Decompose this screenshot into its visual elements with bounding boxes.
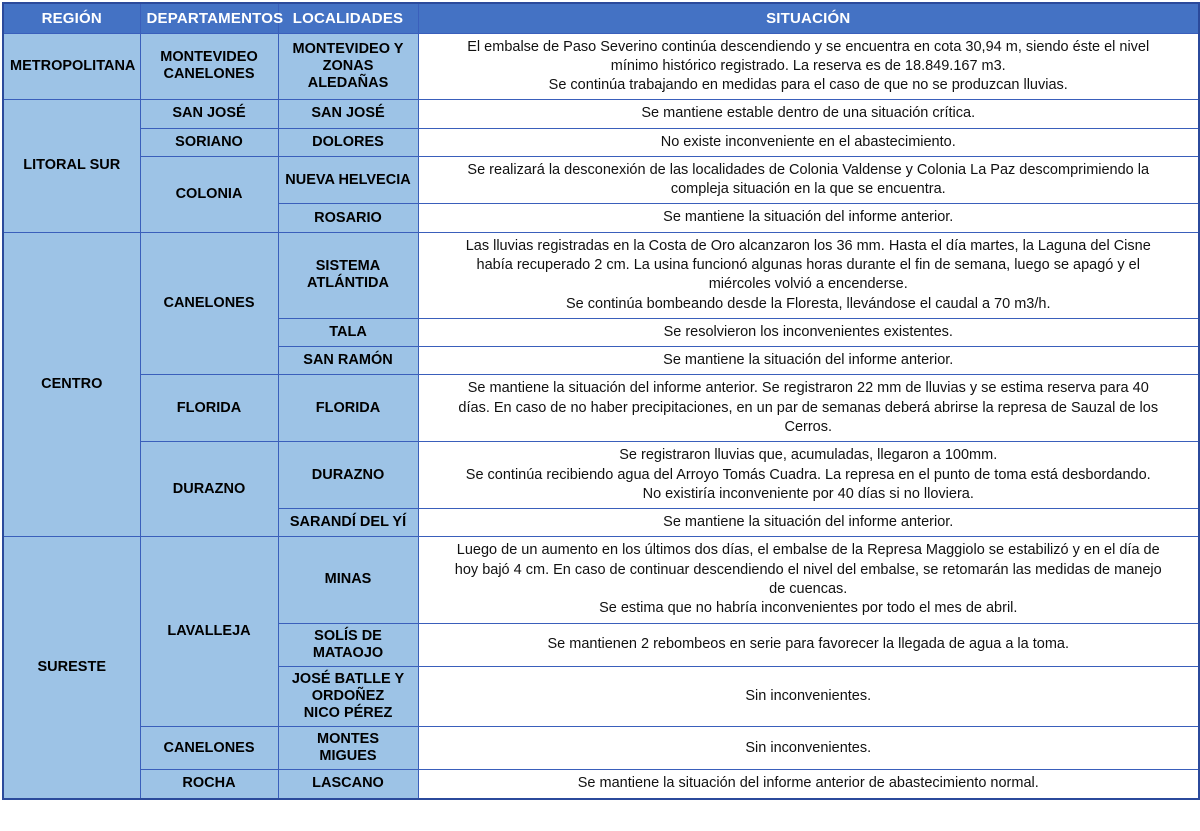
situacion-cell [418,509,1199,537]
departamento-cell: CANELONES [140,727,278,770]
table-row [3,156,1199,204]
table-row [3,232,1199,318]
situacion-line: Se mantiene la situación del informe anterior. [663,209,954,226]
situacion-cell [418,442,1199,509]
situacion-cell [418,666,1199,726]
situacion-cell [418,347,1199,375]
situacion-cell [418,318,1199,346]
localidad-cell: JOSÉ BATLLE Y ORDOÑEZ NICO PÉREZ [278,666,418,726]
table-row [3,442,1199,509]
column-header-localidades: LOCALIDADES [278,3,418,33]
situacion-line: Se estima que no habría inconvenientes por todo el mes de abril. [599,600,1018,617]
localidad-cell: MONTES MIGUES [278,727,418,770]
table-row [3,128,1199,156]
departamento-cell: LAVALLEJA [140,537,278,727]
situacion-line: Sin inconvenientes. [745,739,872,756]
region-cell: LITORAL SUR [3,100,140,232]
situacion-cell [418,128,1199,156]
region-cell: SURESTE [3,537,140,799]
localidad-cell: SOLÍS DE MATAOJO [278,623,418,666]
departamento-cell: MONTEVIDEO CANELONES [140,33,278,100]
situacion-cell [418,100,1199,128]
localidad-cell: DURAZNO [278,442,418,509]
situacion-line: El embalse de Paso Severino continúa descendiendo y se encuentra en cota 30,94 m, siendo éste el nivel [467,38,1150,55]
situacion-line: de cuencas. [769,580,848,597]
localidad-cell: FLORIDA [278,375,418,442]
situacion-line: mínimo histórico registrado. La reserva es de 18.849.167 m3. [610,57,1006,74]
table-row [3,727,1199,770]
region-cell: METROPOLITANA [3,33,140,100]
localidad-cell: NUEVA HELVECIA [278,156,418,204]
situacion-line: Sin inconvenientes. [745,687,872,704]
situacion-line: días. En caso de no haber precipitaciones, en un par de semanas deberá abrirse la represa de Sauzal de los [458,399,1159,416]
departamento-cell: SORIANO [140,128,278,156]
column-header-region: REGIÓN [3,3,140,33]
departamento-cell: SAN JOSÉ [140,100,278,128]
situacion-cell [418,770,1199,799]
departamento-cell: CANELONES [140,232,278,375]
situacion-cell [418,204,1199,232]
situacion-line: Se mantiene la situación del informe anterior. Se registraron 22 mm de lluvias y se estima reserva para 40 [467,380,1149,397]
region-cell: CENTRO [3,232,140,537]
table-body [3,33,1199,799]
localidad-cell: MINAS [278,537,418,623]
situacion-line: No existiría inconveniente por 40 días si no lloviera. [642,485,974,502]
situacion-line: Se continúa recibiendo agua del Arroyo Tomás Cuadra. La represa en el punto de toma está desbordando. [465,466,1151,483]
departamento-cell: DURAZNO [140,442,278,537]
table-row [3,33,1199,100]
departamento-cell: FLORIDA [140,375,278,442]
situacion-line: había recuperado 2 cm. La usina funcionó algunas horas durante el fin de semana, luego se apagó y el [476,257,1140,274]
situacion-line: Se continúa bombeando desde la Floresta, llevándose el caudal a 70 m3/h. [566,295,1051,312]
localidad-cell: SISTEMA ATLÁNTIDA [278,232,418,318]
localidad-cell: MONTEVIDEO Y ZONAS ALEDAÑAS [278,33,418,100]
water-status-table [2,2,1200,800]
situacion-cell [418,232,1199,318]
situacion-line: Cerros. [784,419,833,435]
table-row [3,770,1199,799]
localidad-cell: LASCANO [278,770,418,799]
situacion-line: Se mantiene estable dentro de una situación crítica. [641,105,976,122]
situacion-cell [418,375,1199,442]
situacion-line: Se continúa trabajando en medidas para el caso de que no se produzcan lluvias. [548,77,1068,94]
situacion-line: No existe inconveniente en el abastecimiento. [660,133,956,150]
situacion-cell [418,537,1199,623]
situacion-line: Se mantiene la situación del informe anterior. [663,352,954,369]
table-header [3,3,1199,33]
localidad-cell: DOLORES [278,128,418,156]
localidad-cell: TALA [278,318,418,346]
situacion-line: Se mantiene la situación del informe anterior. [663,514,954,531]
localidad-cell: ROSARIO [278,204,418,232]
departamento-cell: ROCHA [140,770,278,799]
table-row [3,537,1199,623]
situacion-cell [418,33,1199,100]
column-header-departamentos: DEPARTAMENTOS [140,3,278,33]
departamento-cell: COLONIA [140,156,278,232]
situacion-line: Se mantiene la situación del informe anterior de abastecimiento normal. [577,775,1039,792]
table-row [3,100,1199,128]
situacion-line: Luego de un aumento en los últimos dos días, el embalse de la Represa Maggiolo se estabilizó y en el día de [456,542,1160,559]
situacion-line: hoy bajó 4 cm. En caso de continuar descendiendo el nivel del embalse, se retomarán las medidas de manejo [454,561,1162,578]
localidad-cell: SAN RAMÓN [278,347,418,375]
situacion-cell [418,623,1199,666]
situacion-line: Se registraron lluvias que, acumuladas, llegaron a 100mm. [619,447,998,464]
column-header-situacion: SITUACIÓN [418,3,1199,33]
localidad-cell: SARANDÍ DEL YÍ [278,509,418,537]
status-table-container [0,2,1200,831]
situacion-line: Se resolvieron los inconvenientes existentes. [663,323,953,340]
situacion-line: miércoles volvió a encenderse. [708,276,908,293]
situacion-line: Se mantienen 2 rebombeos en serie para favorecer la llegada de agua a la toma. [547,636,1070,652]
localidad-cell: SAN JOSÉ [278,100,418,128]
table-header-row [3,3,1199,33]
situacion-line: Se realizará la desconexión de las localidades de Colonia Valdense y Colonia La Paz descomprimiendo la [467,161,1150,178]
table-row [3,375,1199,442]
situacion-cell [418,156,1199,204]
situacion-line: compleja situación en la que se encuentra. [670,181,946,198]
situacion-line: Las lluvias registradas en la Costa de Oro alcanzaron los 36 mm. Hasta el día martes, la Laguna del Cisne [465,237,1151,254]
situacion-cell [418,727,1199,770]
